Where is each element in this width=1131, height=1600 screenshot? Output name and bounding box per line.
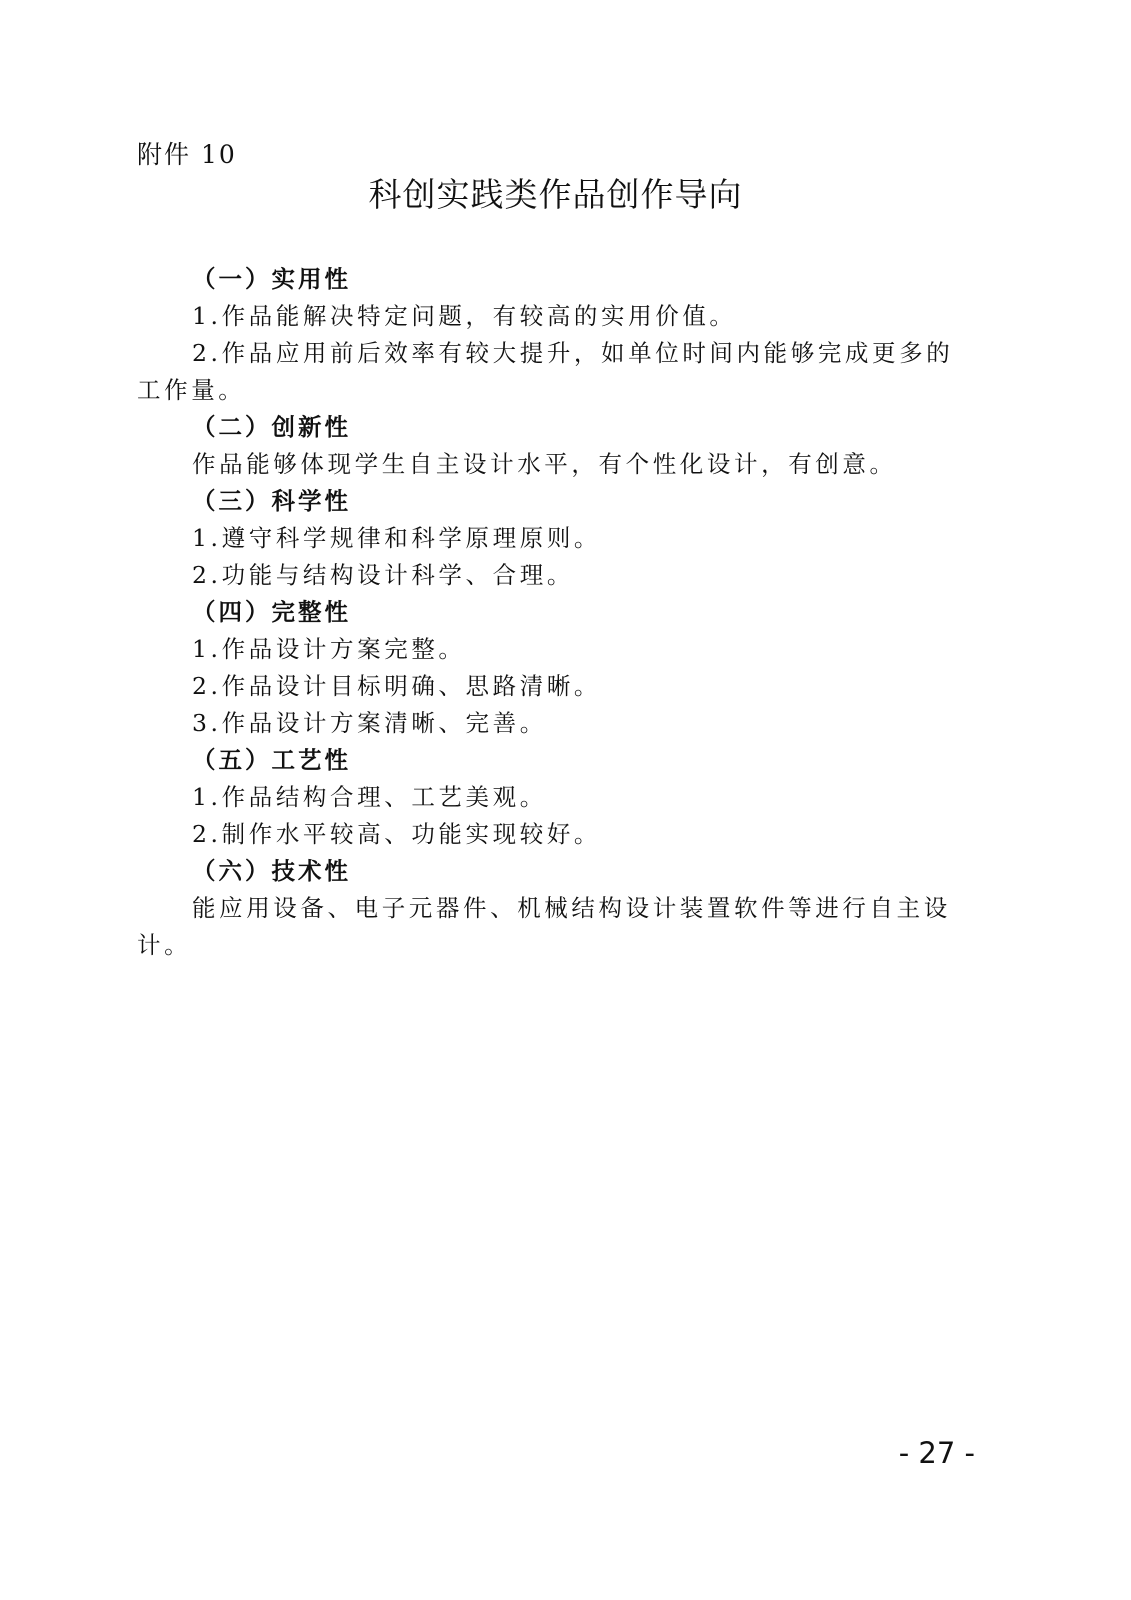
section-completeness bbox=[137, 594, 977, 742]
paragraph-line: 2.制作水平较高、功能实现较好。 bbox=[192, 820, 602, 848]
paragraph-line: 作品能够体现学生自主设计水平，有个性化设计，有创意。 bbox=[192, 450, 897, 478]
paragraph-line: 1.作品结构合理、工艺美观。 bbox=[192, 783, 547, 811]
page-title: 科创实践类作品创作导向 bbox=[368, 175, 743, 214]
paragraph-line: 2.作品设计目标明确、思路清晰。 bbox=[192, 672, 602, 700]
section-innovation bbox=[137, 409, 977, 483]
section-craftsmanship bbox=[137, 742, 977, 853]
paragraph-line: 2.功能与结构设计科学、合理。 bbox=[192, 561, 574, 589]
paragraph-line: 计。 bbox=[137, 931, 192, 959]
attachment-label: 附件 10 bbox=[137, 140, 237, 169]
section-heading: （四）完整性 bbox=[192, 598, 351, 626]
paragraph-line: 1.遵守科学规律和科学原理原则。 bbox=[192, 524, 602, 552]
section-heading: （六）技术性 bbox=[192, 857, 351, 885]
paragraph-line: 3.作品设计方案清晰、完善。 bbox=[192, 709, 547, 737]
section-technical bbox=[137, 853, 977, 964]
paragraph-line: 2.作品应用前后效率有较大提升，如单位时间内能够完成更多的 bbox=[192, 339, 954, 367]
paragraph-line: 工作量。 bbox=[137, 376, 246, 404]
paragraph-line: 1.作品能解决特定问题，有较高的实用价值。 bbox=[192, 302, 737, 330]
paragraph-line: 1.作品设计方案完整。 bbox=[192, 635, 466, 663]
section-heading: （二）创新性 bbox=[192, 413, 351, 441]
paragraph-line: 能应用设备、电子元器件、机械结构设计装置软件等进行自主设 bbox=[192, 894, 951, 922]
section-heading: （一）实用性 bbox=[192, 265, 351, 293]
page-number: - 27 - bbox=[898, 1436, 975, 1470]
section-heading: （五）工艺性 bbox=[192, 746, 351, 774]
section-heading: （三）科学性 bbox=[192, 487, 351, 515]
section-practicality bbox=[137, 261, 977, 409]
document-body bbox=[137, 261, 977, 964]
section-scientific bbox=[137, 483, 977, 594]
